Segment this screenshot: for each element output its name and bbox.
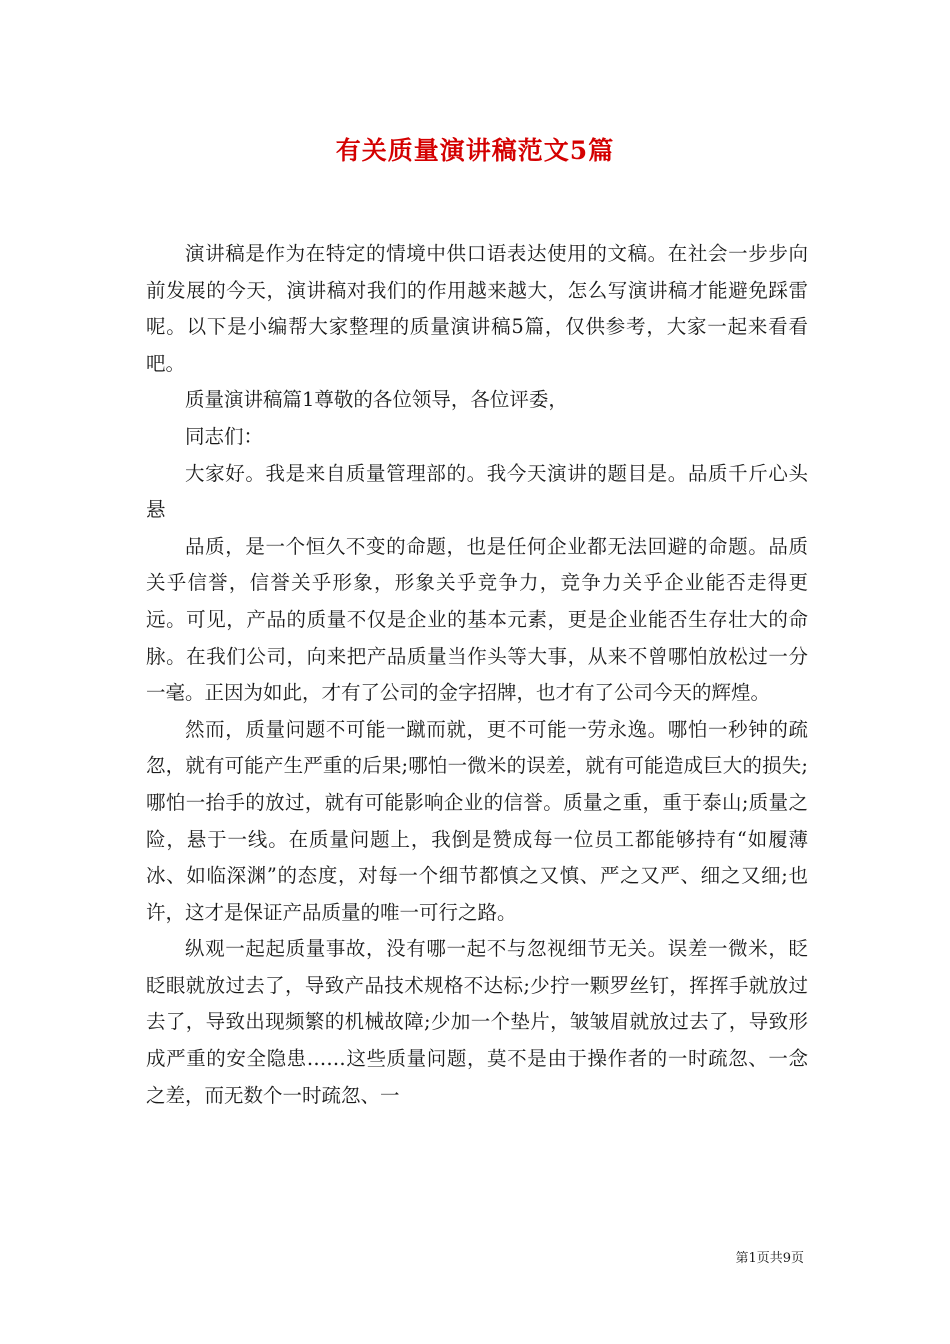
paragraph: 大家好。我是来自质量管理部的。我今天演讲的题目是。品质千斤心头悬 (146, 461, 808, 522)
paragraph: 同志们： (185, 424, 264, 448)
paragraph: 品质，是一个恒久不变的命题，也是任何企业都无法回避的命题。品质关乎信誉，信誉关乎形象，形象关乎竞争力，竞争力关乎企业能否走得更远。可见，产品的质量不仅是企业的基本元素，更是企业能否生存壮大的命脉。在我们公司，向来把产品质量当作头等大事，从来不曾哪怕放松过一分一毫。正因为如此，才有了公司的金字招牌，也才有了公司今天的辉煌。 (146, 534, 808, 705)
page-number-footer: 第1页共9页 (735, 1251, 804, 1266)
paragraph: 演讲稿是作为在特定的情境中供口语表达使用的文稿。在社会一步步向前发展的今天，演讲稿对我们的作用越来越大，怎么写演讲稿才能避免踩雷呢。以下是小编帮大家整理的质量演讲稿5篇，仅供参考，大家一起来看看吧。 (146, 242, 808, 375)
paragraph: 然而，质量问题不可能一蹴而就，更不可能一劳永逸。哪怕一秒钟的疏忽，就有可能产生严重的后果;哪怕一微米的误差，就有可能造成巨大的损失;哪怕一抬手的放过，就有可能影响企业的信誉。质量之重，重于泰山;质量之险，悬于一线。在质量问题上，我倒是赞成每一位员工都能够持有“如履薄冰、如临深渊”的态度，对每一个细节都慎之又慎、严之又严、细之又细;也许，这才是保证产品质量的唯一可行之路。 (146, 717, 808, 924)
paragraph: 质量演讲稿篇1尊敬的各位领导，各位评委， (185, 388, 568, 412)
document-body (146, 236, 808, 1114)
document-title: 有关质量演讲稿范文5篇 (335, 136, 615, 165)
paragraph: 纵观一起起质量事故，没有哪一起不与忽视细节无关。误差一微米，眨眨眼就放过去了，导致产品技术规格不达标;少拧一颗罗丝钉，挥挥手就放过去了，导致出现频繁的机械故障;少加一个垫片，皱皱眉就放过去了，导致形成严重的安全隐患……这些质量问题，莫不是由于操作者的一时疏忽、一念之差，而无数个一时疏忽、一 (146, 937, 808, 1107)
